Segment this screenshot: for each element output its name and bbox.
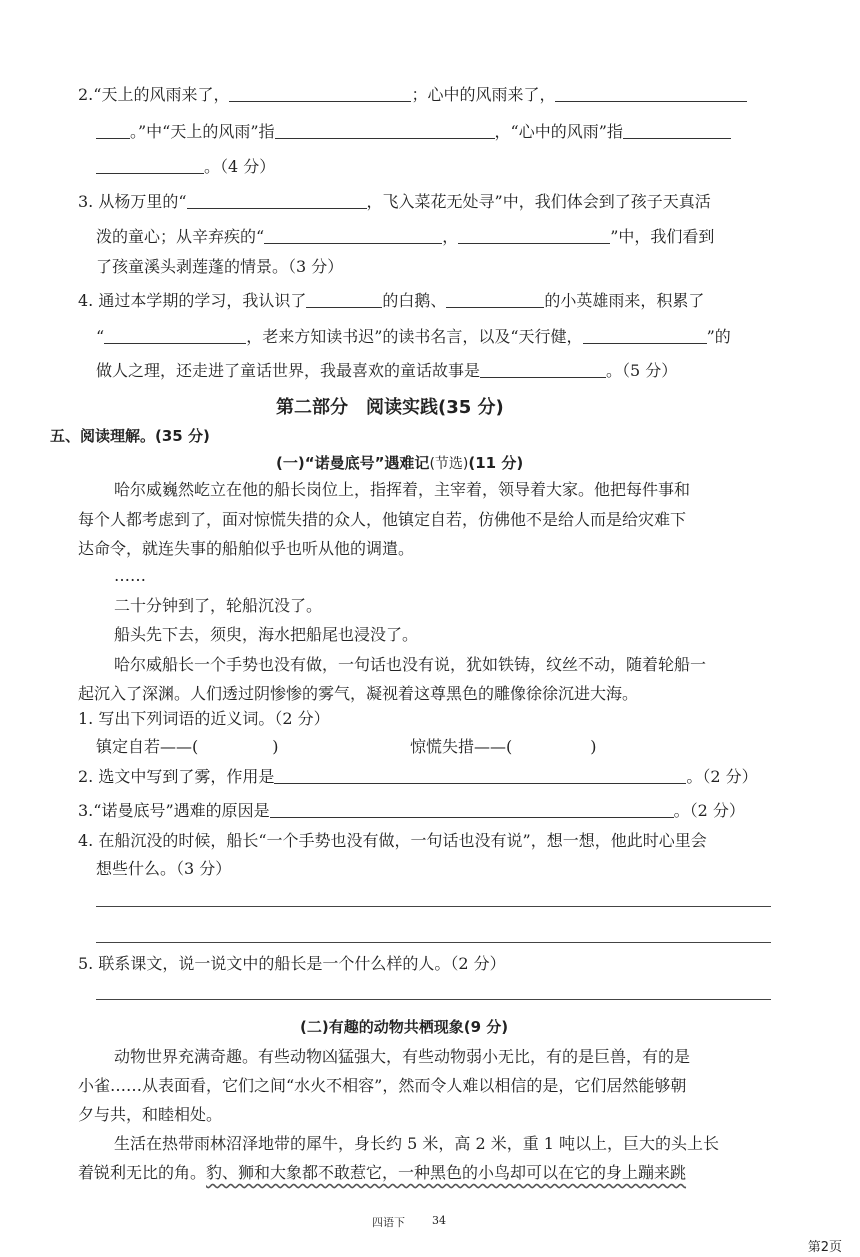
q3-text-3: 泼的童心；从辛弃疾的“ [96, 227, 265, 246]
answer-blank[interactable] [306, 291, 382, 308]
q2-line1 [78, 84, 747, 106]
p1-q1a [96, 736, 279, 758]
close-paren: ) [272, 737, 279, 756]
q4-text-5: ，老来方知读书迟”的读书名言，以及“天行健， [246, 327, 583, 346]
part2-title: 第二部分 阅读实践(35 分) [276, 397, 504, 418]
q3-line2 [96, 226, 714, 248]
q4-text-2: 的白鹅、 [382, 291, 447, 310]
answer-line[interactable] [96, 942, 771, 943]
passage1-para1-line3: 达命令，就连失事的船舶似乎也听从他的调遣。 [78, 539, 415, 558]
passage1-para4-line2: 起沉入了深渊。人们透过阴惨惨的雾气，凝视着这尊黑色的雕像徐徐沉进大海。 [78, 684, 639, 703]
passage2-title: (二)有趣的动物共栖现象(9 分) [300, 1018, 509, 1036]
answer-blank[interactable] [555, 85, 747, 102]
answer-line[interactable] [96, 999, 771, 1000]
answer-blank[interactable] [275, 122, 495, 139]
q4-text-7: 做人之理，还走进了童话世界，我最喜欢的童话故事是 [96, 361, 481, 380]
p1-q1: 1. 写出下列词语的近义词。（2 分） [78, 709, 330, 728]
answer-blank[interactable] [623, 122, 731, 139]
q3-text-1: 3. 从杨万里的“ [78, 192, 187, 211]
passage1-title-note: (节选) [429, 456, 469, 472]
q2-text-1: 2.“天上的风雨来了， [78, 85, 230, 104]
passage1-para1-line2: 每个人都考虑到了，面对惊慌失措的众人，他镇定自若，仿佛他不是给人而是给灾难下 [78, 510, 687, 529]
p1-q1b [410, 736, 597, 758]
passage1-title-score: (11 分) [468, 454, 524, 472]
answer-blank[interactable] [270, 801, 674, 818]
close-paren: ) [590, 737, 597, 756]
q4-line3 [96, 360, 677, 382]
q4-text-4: “ [96, 327, 105, 346]
answer-blank[interactable] [480, 361, 606, 378]
q4-text-6: ”的 [706, 327, 731, 346]
passage2-para2-line1: 生活在热带雨林沼泽地带的犀牛，身长约 5 米，高 2 米，重 1 吨以上，巨大的头上长 [114, 1134, 720, 1153]
passage2-para2-line2 [78, 1162, 686, 1184]
footer-page-number: 34 [432, 1214, 446, 1227]
q3-line3: 了孩童溪头剥莲蓬的情景。（3 分） [96, 257, 344, 276]
passage2-para2-text: 着锐利无比的角。 [78, 1163, 207, 1182]
answer-blank[interactable] [274, 767, 686, 784]
q1b-label: 惊慌失措——( [410, 737, 513, 756]
passage1-para3: 船头先下去，须臾，海水把船尾也浸没了。 [114, 625, 419, 644]
passage1-para1-line1: 哈尔威巍然屹立在他的船长岗位上，指挥着，主宰着，领导着大家。他把每件事和 [114, 480, 691, 499]
q4-text-8: 。（5 分） [606, 361, 678, 380]
q4-text-3: 的小英雄雨来，积累了 [544, 291, 705, 310]
q2-line3 [96, 156, 275, 178]
q2-text-5: 。（4 分） [204, 157, 276, 176]
section5-title: 五、阅读理解。(35 分) [50, 427, 210, 445]
footer-book: 四语下 [372, 1216, 405, 1229]
q2-text-3: 。”中“天上的风雨”指 [130, 122, 275, 141]
q3-text: 3.“诺曼底号”遇难的原因是 [78, 801, 270, 820]
p1-q4-line2: 想些什么。（3 分） [96, 859, 232, 878]
answer-blank[interactable] [264, 227, 442, 244]
answer-blank[interactable] [187, 192, 367, 209]
q2-text: 2. 选文中写到了雾，作用是 [78, 767, 275, 786]
wavy-underlined-text: 豹、狮和大象都不敢惹它，一种黑色的小鸟却可以在它的身上蹦来跳 [206, 1163, 687, 1182]
passage2-para1-line1: 动物世界充满奇趣。有些动物凶猛强大，有些动物弱小无比，有的是巨兽，有的是 [114, 1047, 691, 1066]
q2-tail: 。（2 分） [686, 767, 758, 786]
passage1-para2: 二十分钟到了，轮船沉没了。 [114, 596, 323, 615]
passage1-title-main: (一)“诺曼底号”遇难记 [276, 454, 430, 472]
answer-blank[interactable] [583, 327, 707, 344]
answer-blank[interactable] [96, 122, 130, 139]
answer-blank[interactable] [96, 157, 204, 174]
passage1-ellipsis: …… [114, 566, 146, 585]
p1-q4-line1: 4. 在船沉没的时候，船长“一个手势也没有做，一句话也没有说”，想一想，他此时心里会 [78, 831, 707, 850]
page-label: 第2页 [807, 1240, 842, 1255]
p1-q5: 5. 联系课文，说一说文中的船长是一个什么样的人。（2 分） [78, 954, 506, 973]
q3-text-5: ”中，我们看到 [610, 227, 715, 246]
q2-text-4: ，“心中的风雨”指 [494, 122, 623, 141]
q2-line2 [96, 121, 731, 143]
q3-line1 [78, 191, 711, 213]
q3-tail: 。（2 分） [673, 801, 745, 820]
answer-blank[interactable] [229, 85, 411, 102]
q3-text-2: ，飞入菜花无处寻”中，我们体会到了孩子天真活 [366, 192, 711, 211]
answer-blank[interactable] [446, 291, 544, 308]
passage2-para1-line2: 小雀……从表面看，它们之间“水火不相容”，然而令人难以相信的是，它们居然能够朝 [78, 1076, 687, 1095]
q4-text-1: 4. 通过本学期的学习，我认识了 [78, 291, 307, 310]
answer-blank[interactable] [104, 327, 246, 344]
p1-q3 [78, 800, 745, 822]
answer-blank[interactable] [458, 227, 610, 244]
q3-text-4: ， [442, 227, 459, 246]
passage2-para1-line3: 夕与共，和睦相处。 [78, 1105, 223, 1124]
q1a-label: 镇定自若——( [96, 737, 199, 756]
p1-q2 [78, 766, 758, 788]
q4-line1 [78, 290, 704, 312]
passage1-para4-line1: 哈尔威船长一个手势也没有做，一句话也没有说，犹如铁铸，纹丝不动，随着轮船一 [114, 655, 707, 674]
passage1-title [276, 452, 523, 475]
q2-text-2: ；心中的风雨来了， [411, 85, 556, 104]
answer-line[interactable] [96, 906, 771, 907]
q4-line2 [96, 326, 731, 348]
